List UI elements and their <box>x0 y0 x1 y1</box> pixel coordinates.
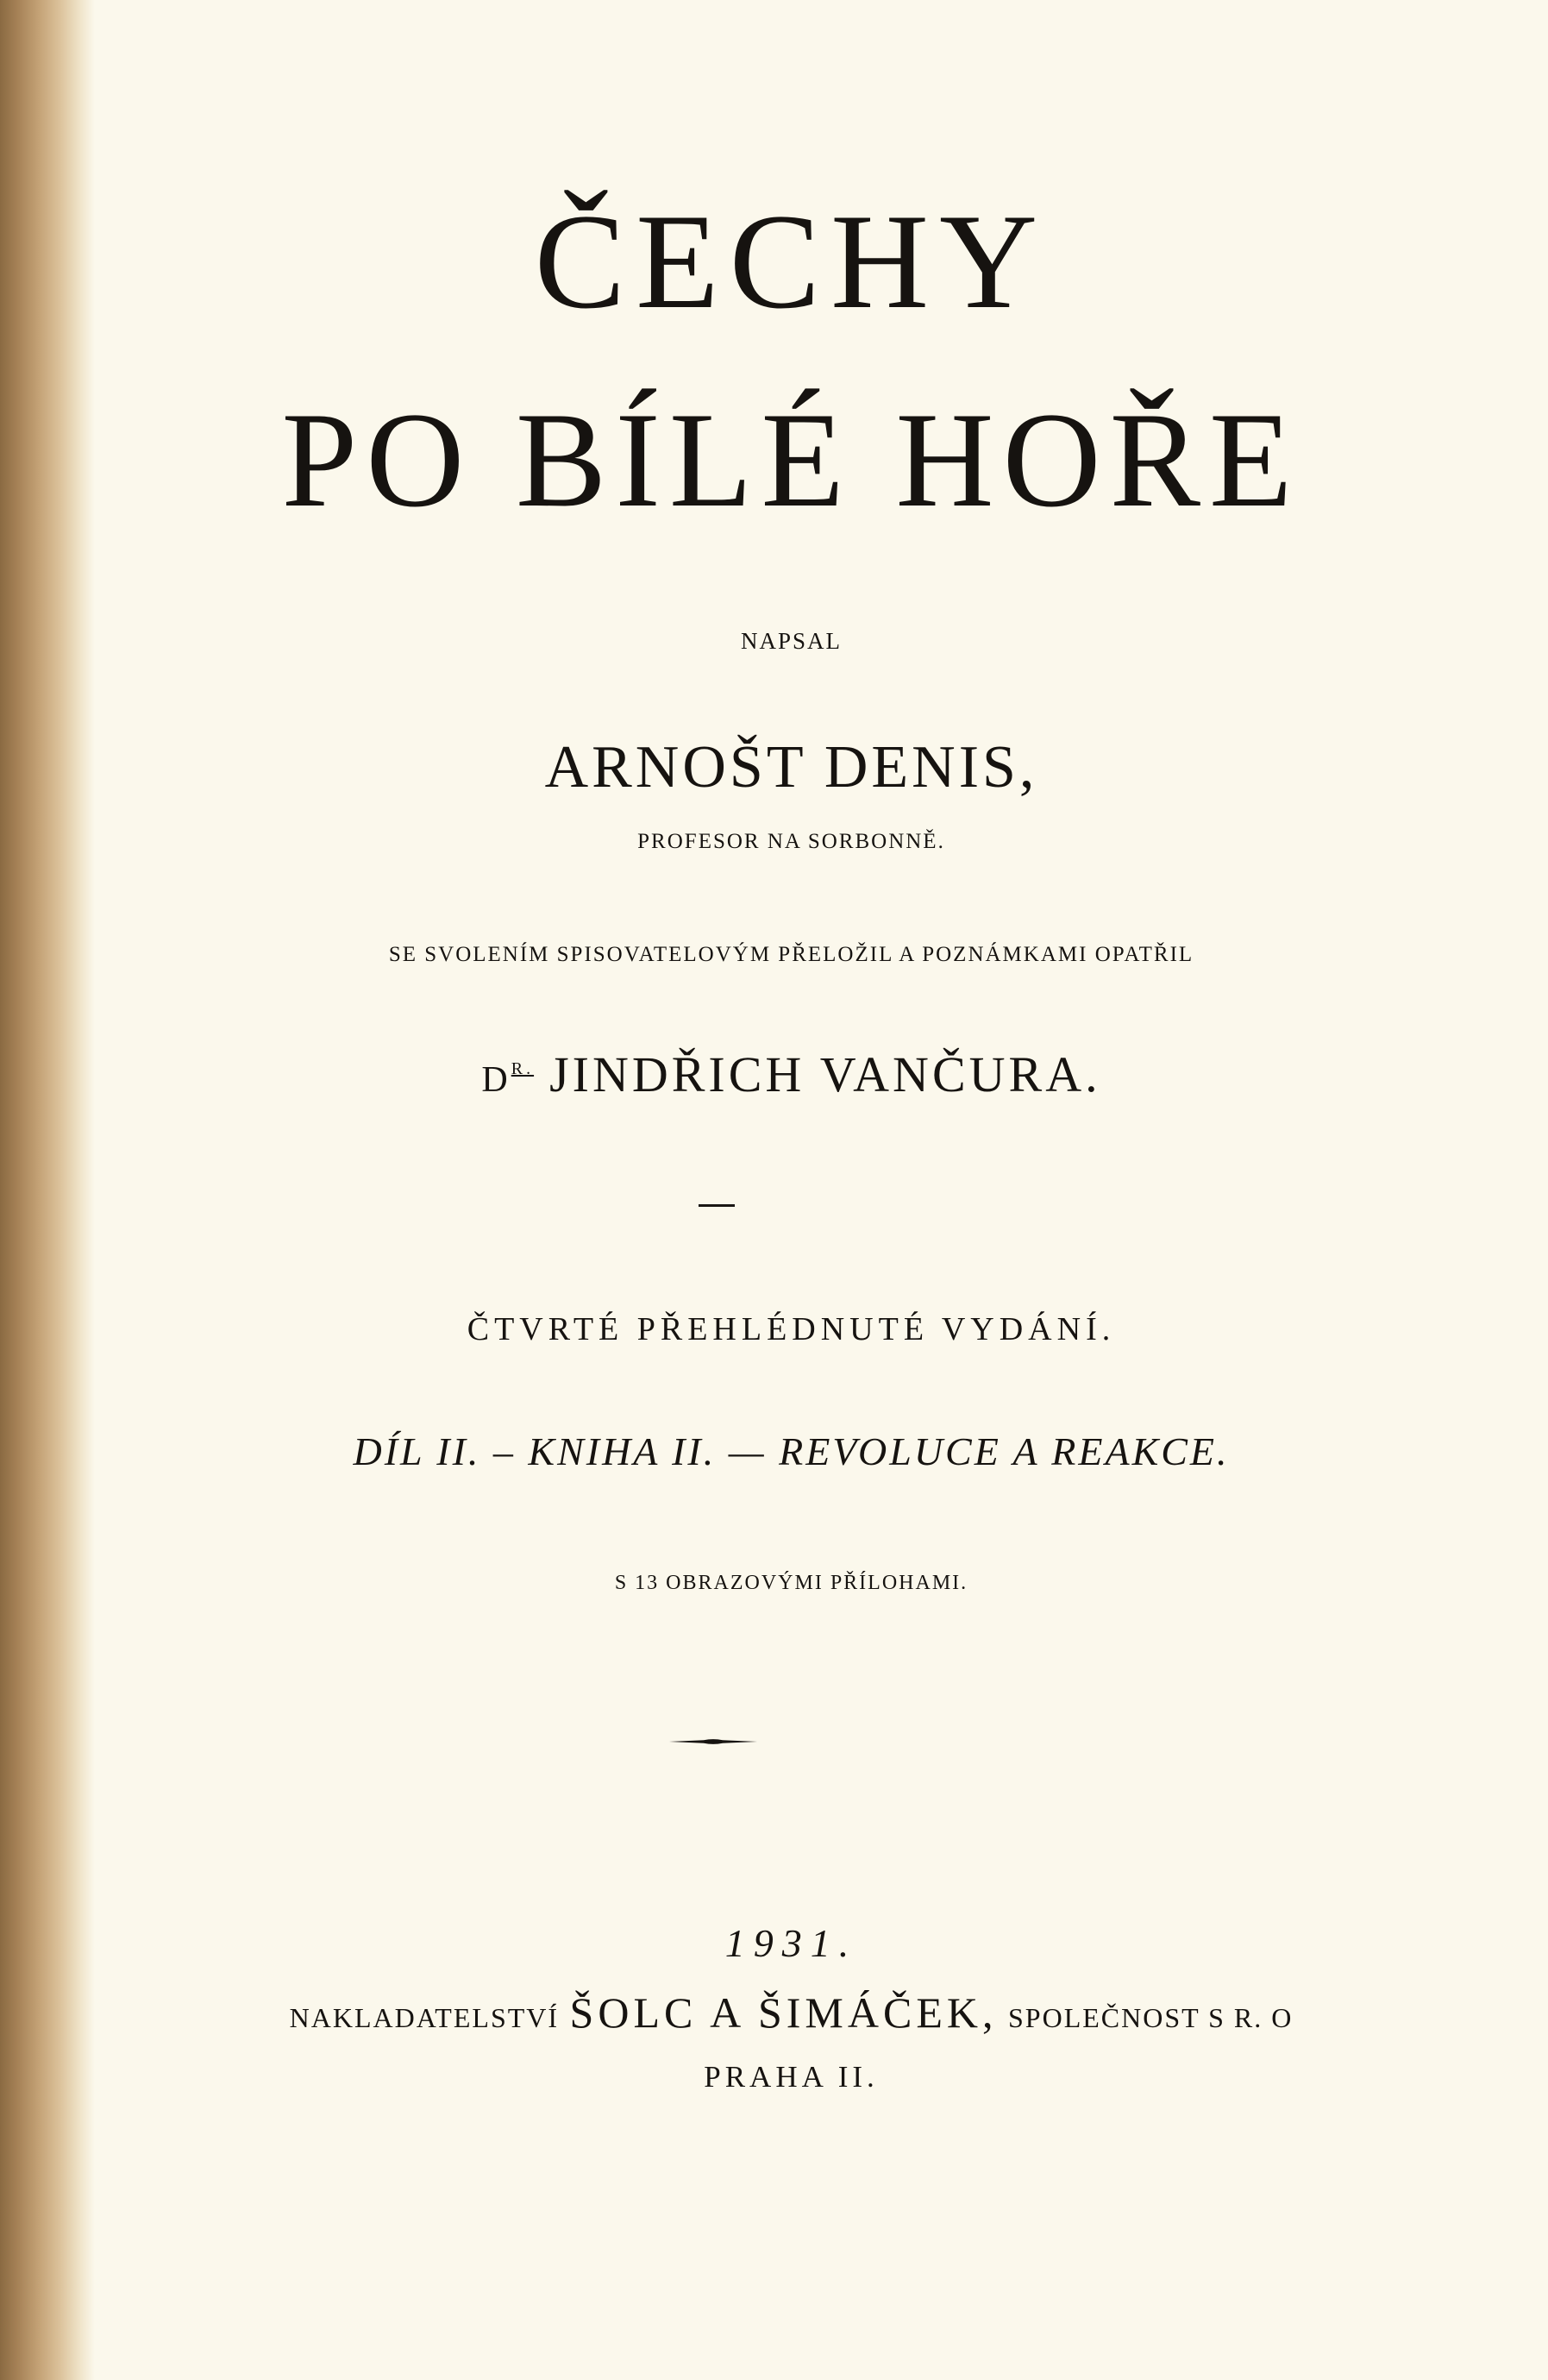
publication-year: 1931. <box>724 1921 858 1965</box>
separator-dash <box>699 1204 735 1207</box>
translator-line <box>0 1046 1548 1102</box>
title-line-1: ČECHY <box>534 186 1049 337</box>
publisher-name: ŠOLC A ŠIMÁČEK, <box>569 1988 998 2037</box>
publisher-line <box>0 1988 1548 2037</box>
translator-title-sup: R. <box>511 1059 535 1078</box>
publisher-city: PRAHA II. <box>704 2060 879 2094</box>
translator-title-abbr: D <box>481 1060 511 1100</box>
edition-line: ČTVRTÉ PŘEHLÉDNUTÉ VYDÁNÍ. <box>467 1311 1116 1347</box>
volume-line: DÍL II. – KNIHA II. — REVOLUCE A REAKCE. <box>353 1429 1230 1473</box>
publisher-prefix: NAKLADATELSTVÍ <box>289 2002 560 2033</box>
plates-line: S 13 OBRAZOVÝMI PŘÍLOHAMI. <box>614 1572 968 1594</box>
ornament-rule <box>669 1737 757 1746</box>
title-line-2: PO BÍLÉ HOŘE <box>281 385 1301 536</box>
translator-name: JINDŘICH VANČURA. <box>549 1046 1101 1102</box>
publisher-suffix: SPOLEČNOST S R. O <box>1007 2002 1294 2033</box>
byline-label: NAPSAL <box>740 628 843 654</box>
translator-title <box>481 1060 534 1098</box>
author-name: ARNOŠT DENIS, <box>544 734 1038 801</box>
author-position: PROFESOR NA SORBONNĚ. <box>637 830 945 853</box>
translation-note: SE SVOLENÍM SPISOVATELOVÝM PŘELOŽIL A POZNÁMKAMI OPATŘIL <box>388 943 1194 966</box>
